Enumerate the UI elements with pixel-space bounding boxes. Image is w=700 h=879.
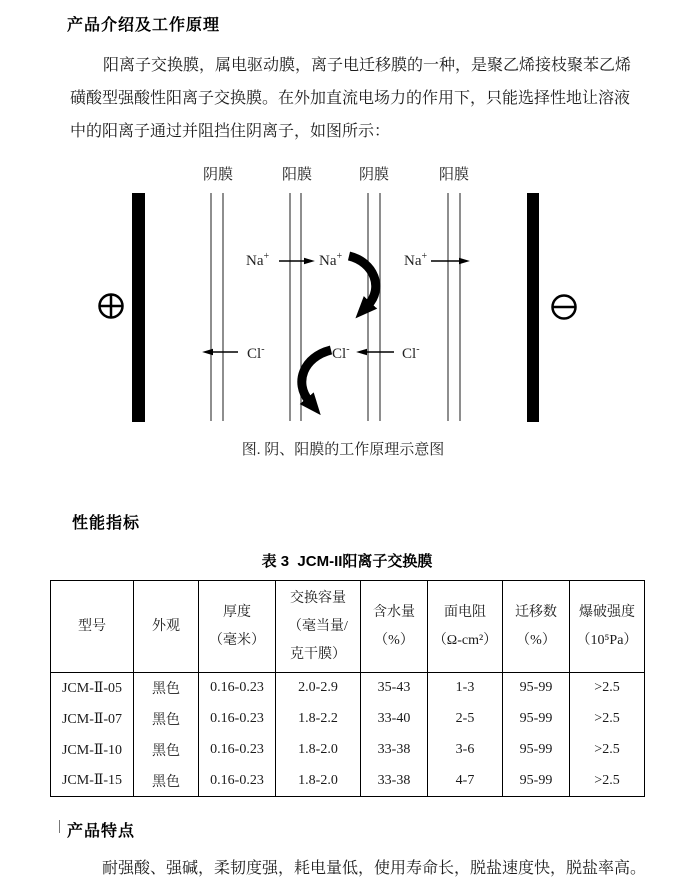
table-cell: 3-6 bbox=[428, 735, 503, 766]
table-row bbox=[51, 704, 645, 735]
intro-paragraph bbox=[70, 49, 640, 148]
table-header-row bbox=[51, 581, 645, 673]
column-header: 含水量 （%） bbox=[361, 581, 428, 673]
table-cell: >2.5 bbox=[570, 735, 645, 766]
table-cell: 95-99 bbox=[503, 704, 570, 735]
section-heading-performance: 性能指标 bbox=[72, 515, 141, 532]
table-cell: 33-38 bbox=[361, 735, 428, 766]
cl-ion-label: Cl- bbox=[247, 344, 265, 362]
cl-ion-label: Cl- bbox=[402, 344, 420, 362]
table-cell: >2.5 bbox=[570, 704, 645, 735]
table-cell: 0.16-0.23 bbox=[199, 704, 276, 735]
table-cell: JCM-Ⅱ-05 bbox=[51, 673, 134, 704]
column-header: 爆破强度 （10⁵Pa） bbox=[570, 581, 645, 673]
na-ion-label: Na+ bbox=[319, 251, 343, 269]
section-heading-features: 产品特点 bbox=[67, 823, 136, 840]
table-cell: JCM-Ⅱ-10 bbox=[51, 735, 134, 766]
table-cell: 4-7 bbox=[428, 766, 503, 797]
membrane-label-anion-1: 阴膜 bbox=[202, 167, 233, 183]
figure-caption: 图. 阴、阳膜的工作原理示意图 bbox=[241, 442, 445, 458]
membrane-lines bbox=[211, 193, 460, 421]
membrane-label-cation-2: 阳膜 bbox=[438, 167, 469, 183]
membrane-label-cation-1: 阳膜 bbox=[281, 167, 312, 183]
membrane-working-principle-diagram bbox=[0, 150, 700, 470]
plus-electrode-icon bbox=[100, 295, 123, 318]
column-header: 外观 bbox=[134, 581, 199, 673]
column-header: 交换容量 （毫当量/ 克干膜） bbox=[276, 581, 361, 673]
table-cell: 黑色 bbox=[134, 735, 199, 766]
table-row bbox=[51, 735, 645, 766]
intro-line: 磺酸型强酸性阳离子交换膜。在外加直流电场力的作用下，只能选择性地让溶液 bbox=[70, 90, 631, 107]
table-cell: 1-3 bbox=[428, 673, 503, 704]
table-cell: JCM-Ⅱ-15 bbox=[51, 766, 134, 797]
membrane-label-anion-2: 阴膜 bbox=[358, 167, 389, 183]
table-cell: 2-5 bbox=[428, 704, 503, 735]
table-cell: 35-43 bbox=[361, 673, 428, 704]
table-cell: 33-40 bbox=[361, 704, 428, 735]
anode-bar bbox=[132, 193, 145, 422]
table-cell: 1.8-2.2 bbox=[276, 704, 361, 735]
table-cell: 2.0-2.9 bbox=[276, 673, 361, 704]
minus-electrode-icon bbox=[553, 296, 576, 319]
table-cell: JCM-Ⅱ-07 bbox=[51, 704, 134, 735]
cathode-bar bbox=[527, 193, 539, 422]
spec-table bbox=[50, 580, 645, 797]
cl-blocked-curved-arrow bbox=[302, 350, 331, 401]
diagram-graphics bbox=[0, 150, 700, 470]
intro-line: 中的阳离子通过并阻挡住阴离子，如图所示： bbox=[70, 123, 391, 140]
table-cell: >2.5 bbox=[570, 766, 645, 797]
table-cell: 黑色 bbox=[134, 673, 199, 704]
table-cell: >2.5 bbox=[570, 673, 645, 704]
table-cell: 0.16-0.23 bbox=[199, 735, 276, 766]
column-header: 迁移数 （%） bbox=[503, 581, 570, 673]
column-header: 型号 bbox=[51, 581, 134, 673]
na-ion-label: Na+ bbox=[404, 251, 428, 269]
table-row bbox=[51, 673, 645, 704]
cursor-tick-mark bbox=[59, 820, 60, 833]
table-title: 表 3 JCM-II阳离子交换膜 bbox=[261, 553, 433, 570]
intro-line: 阳离子交换膜，属电驱动膜，离子电迁移膜的一种，是聚乙烯接枝聚苯乙烯 bbox=[103, 57, 632, 74]
table-row bbox=[51, 766, 645, 797]
table-cell: 33-38 bbox=[361, 766, 428, 797]
table-cell: 95-99 bbox=[503, 766, 570, 797]
column-header: 面电阻 （Ω-cm²） bbox=[428, 581, 503, 673]
table-cell: 1.8-2.0 bbox=[276, 766, 361, 797]
features-paragraph: 耐强酸、强碱，柔韧度强，耗电量低，使用寿命长，脱盐速度快，脱盐率高。 bbox=[102, 860, 647, 877]
table-cell: 黑色 bbox=[134, 766, 199, 797]
table-body bbox=[51, 673, 645, 797]
section-heading-intro: 产品介绍及工作原理 bbox=[67, 17, 221, 34]
na-ion-label: Na+ bbox=[246, 251, 270, 269]
na-blocked-curved-arrow bbox=[349, 256, 376, 305]
column-header: 厚度 （毫米） bbox=[199, 581, 276, 673]
table-cell: 1.8-2.0 bbox=[276, 735, 361, 766]
table-cell: 95-99 bbox=[503, 673, 570, 704]
table-cell: 0.16-0.23 bbox=[199, 766, 276, 797]
cl-ion-label: Cl- bbox=[332, 344, 350, 362]
table-cell: 黑色 bbox=[134, 704, 199, 735]
table-cell: 95-99 bbox=[503, 735, 570, 766]
ion-flow-arrows bbox=[212, 261, 460, 352]
table-cell: 0.16-0.23 bbox=[199, 673, 276, 704]
